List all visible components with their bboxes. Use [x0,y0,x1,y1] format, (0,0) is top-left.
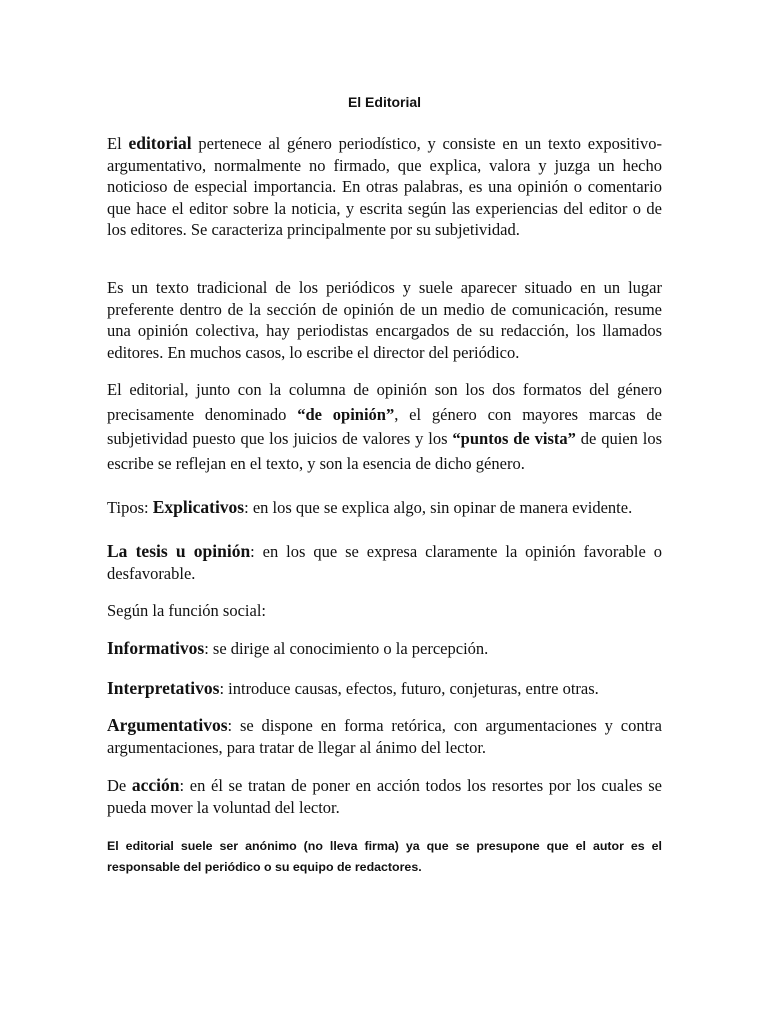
paragraph-thesis [107,541,662,584]
closing-note: El editorial suele ser anónimo (no lleva firma) ya que se presupone que el autor es el responsable del periódico o su equipo de redactores. [107,839,662,874]
paragraph-text: pertenece al género periodístico, y consiste en un texto expositivo-argumentativo, normalmente no firmado, que explica, valora y juzga un hecho noticioso de especial importancia. En otras palabras, es una opinión o comentario que hace el editor sobre la noticia, y escrita según las experiencias del editor o de los editores. Se caracteriza principalmente por su subjetividad. [107,134,662,239]
paragraph-text: : introduce causas, efectos, futuro, conjeturas, entre otras. [219,679,599,698]
paragraph-definition [107,133,662,241]
bold-term: Explicativos [152,497,245,517]
document-page [107,0,662,1024]
paragraph-text: Tipos: [107,498,153,517]
bold-term: Interpretativos [107,678,220,698]
paragraph-text: , el género con mayores marcas de subjetividad puesto que los juicios de valores y los [107,404,662,448]
paragraph-tradition: Es un texto tradicional de los periódicos y suele aparecer situado en un lugar preferente dentro de la sección de opinión de un medio de comunicación, resume una opinión colectiva, hay periodistas encargados de su redacción, los llamados editores. En muchos casos, lo escribe el director del periódico. [107,278,662,362]
paragraph-action [107,775,662,818]
paragraph-text: : en los que se expresa claramente la opinión favorable o desfavorable. [107,542,662,583]
paragraph-interpretative [107,678,662,700]
paragraph-informative [107,638,662,660]
paragraph-text: : en los que se explica algo, sin opinar de manera evidente. [244,498,633,517]
bold-term: Argumentativos [107,715,228,735]
bold-term: “de opinión” [297,404,395,424]
paragraph-text: De [107,776,132,795]
paragraph-types [107,497,662,519]
bold-term: Informativos [107,638,205,658]
bold-term: acción [131,775,180,795]
paragraph-text: El [107,134,129,153]
paragraph-text: de quien los escribe se reflejan en el texto, y son la esencia de dicho género. [107,429,662,473]
paragraph-text: : en él se tratan de poner en acción todos los resortes por los cuales se pueda mover la voluntad del lector. [107,776,662,817]
paragraph-text: El editorial, junto con la columna de opinión son los dos formatos del género precisamente denominado [107,380,662,424]
paragraph-genre [107,378,662,476]
document-title: El Editorial [347,94,422,110]
paragraph-text: : se dirige al conocimiento o la percepción. [204,639,489,658]
bold-term: editorial [128,133,192,153]
paragraph-text: : se dispone en forma retórica, con argumentaciones y contra argumentaciones, para tratar de llegar al ánimo del lector. [107,716,662,757]
paragraph-argumentative [107,715,662,758]
paragraph-social-function: Según la función social: [107,601,267,620]
bold-term: “puntos de vista” [452,429,576,448]
bold-term: La tesis u opinión [107,541,251,561]
